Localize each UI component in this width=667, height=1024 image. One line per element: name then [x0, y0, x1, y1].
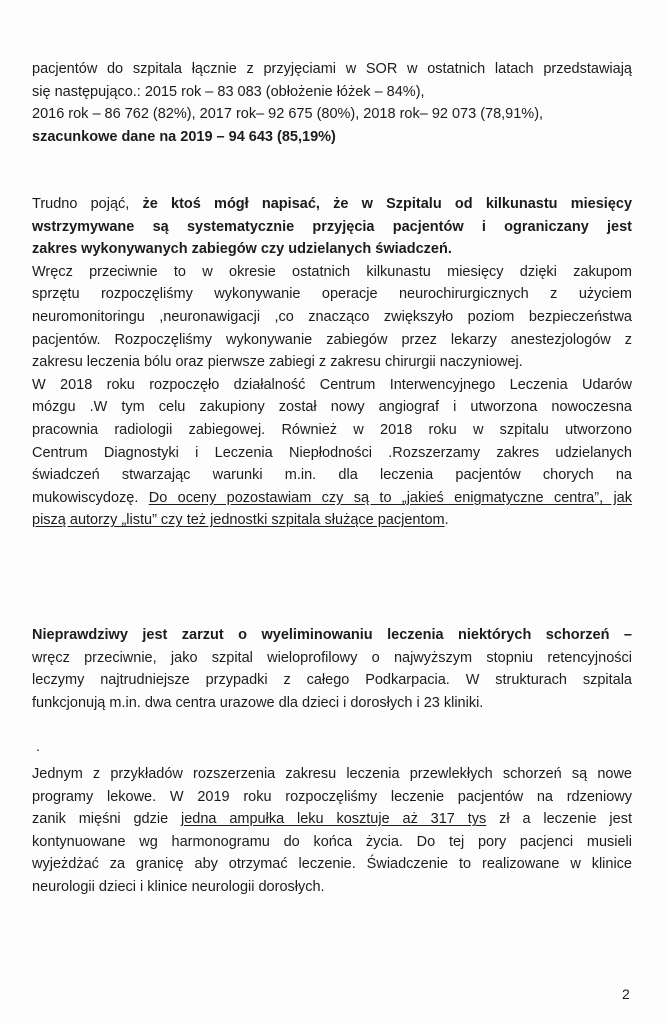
text-line: świadczeń stwarzając warunki m.in. dla leczenia pacjentów chorych na [32, 467, 632, 484]
bold-segment: że ktoś mógł napisać, że w Szpitalu od kilkunastu miesięcy [142, 196, 633, 212]
text-line: pracownia radiologii zabiegowej. Również w 2018 roku w szpitalu utworzono [32, 421, 632, 438]
underlined-segment: piszą autorzy „listu” czy też jednostki szpitala służące pacjentom [32, 512, 445, 529]
text-line: wyjeżdżać za granicę aby otrzymać leczenie. Świadczenie to realizowane w klinice [32, 856, 632, 873]
text-segment: zł a leczenie jest [486, 811, 632, 828]
text-line [32, 193, 632, 216]
text-line: W 2018 roku rozpoczęło działalność Centrum Interwencyjnego Leczenia Udarów [32, 376, 632, 393]
admission-statistics-paragraph [32, 58, 632, 148]
text-line: wstrzymywane są systematycznie przyjęcia pacjentów i ograniczany jest [32, 218, 632, 235]
drug-programs-paragraph [32, 763, 632, 899]
text-line: neurologii dzieci i klinice neurologii dorosłych. [32, 878, 325, 895]
text-line [32, 509, 632, 532]
text-line: wręcz przeciwnie, jako szpital wieloprofilowy o najwyższym stopniu retencyjności [32, 649, 632, 666]
text-line: 2016 rok – 86 762 (82%), 2017 rok– 92 675 (80%), 2018 rok– 92 073 (78,91%), [32, 106, 544, 123]
text-segment: zanik mięśni gdzie [32, 811, 181, 828]
text-line: Centrum Diagnostyki i Leczenia Niepłodności .Rozszerzamy zakres udzielanych [32, 444, 632, 461]
text-line: sprzętu rozpoczęliśmy wykonywanie operacje neurochirurgicznych z użyciem [32, 286, 632, 303]
text-segment: mukowiscydozę. [32, 489, 149, 506]
page-number: 2 [622, 986, 630, 1002]
text-line: funkcjonują m.in. dwa centra urazowe dla dzieci i dorosłych i 23 kliniki. [32, 694, 484, 711]
stray-dot: . [36, 738, 40, 754]
text-line: się następująco.: 2015 rok – 83 083 (obłożenie łóżek – 84%), [32, 83, 425, 100]
text-line [32, 808, 632, 831]
text-line: zakres wykonywanych zabiegów czy udzielanych świadczeń. [32, 241, 452, 258]
text-line: mózgu .W tym celu zakupiony został nowy angiograf i utworzona nowoczesna [32, 399, 632, 416]
estimate-2019-line: szacunkowe dane na 2019 – 94 643 (85,19%) [32, 128, 336, 145]
text-line: pacjentów do szpitala łącznie z przyjęciami w SOR w ostatnich latach przedstawiają [32, 61, 632, 77]
text-line: Wręcz przeciwnie to w okresie ostatnich kilkunastu miesięcy dzięki zakupom [32, 263, 632, 280]
text-line: zakresu leczenia bólu oraz pierwsze zabiegi z zakresu chirurgii naczyniowej. [32, 354, 523, 371]
underlined-segment: jedna ampułka leku kosztuje aż 317 tys [181, 811, 487, 828]
text-line: kontynuowane wg harmonogramu do końca życia. Do tej pory pacjenci musieli [32, 833, 632, 850]
text-line: leczymy najtrudniejsze przypadki z całego Podkarpacia. W strukturach szpitala [32, 672, 632, 689]
text-line: Jednym z przykładów rozszerzenia zakresu leczenia przewlekłych schorzeń są nowe [32, 766, 632, 782]
text-segment: Trudno pojąć, [32, 196, 143, 212]
text-line: Nieprawdziwy jest zarzut o wyeliminowaniu leczenia niektórych schorzeń – [32, 627, 632, 643]
treatments-refutation-paragraph [32, 624, 632, 714]
text-line [32, 487, 632, 510]
text-line: programy lekowe. W 2019 roku rozpoczęliśmy leczenie pacjentów na rdzeniowy [32, 788, 632, 805]
text-line: neuromonitoringu ,neuronawigacji ,co znacząco zwiększyło poziom bezpieczeństwa [32, 308, 632, 325]
text-segment: . [444, 512, 449, 529]
admissions-refutation-paragraph [32, 193, 632, 532]
text-line: pacjentów. Rozpoczęliśmy wykonywanie zabiegów przez lekarzy anestezjologów z [32, 331, 632, 348]
underlined-segment: Do oceny pozostawiam czy są to „jakieś enigmatyczne centra”, jak [148, 489, 632, 506]
